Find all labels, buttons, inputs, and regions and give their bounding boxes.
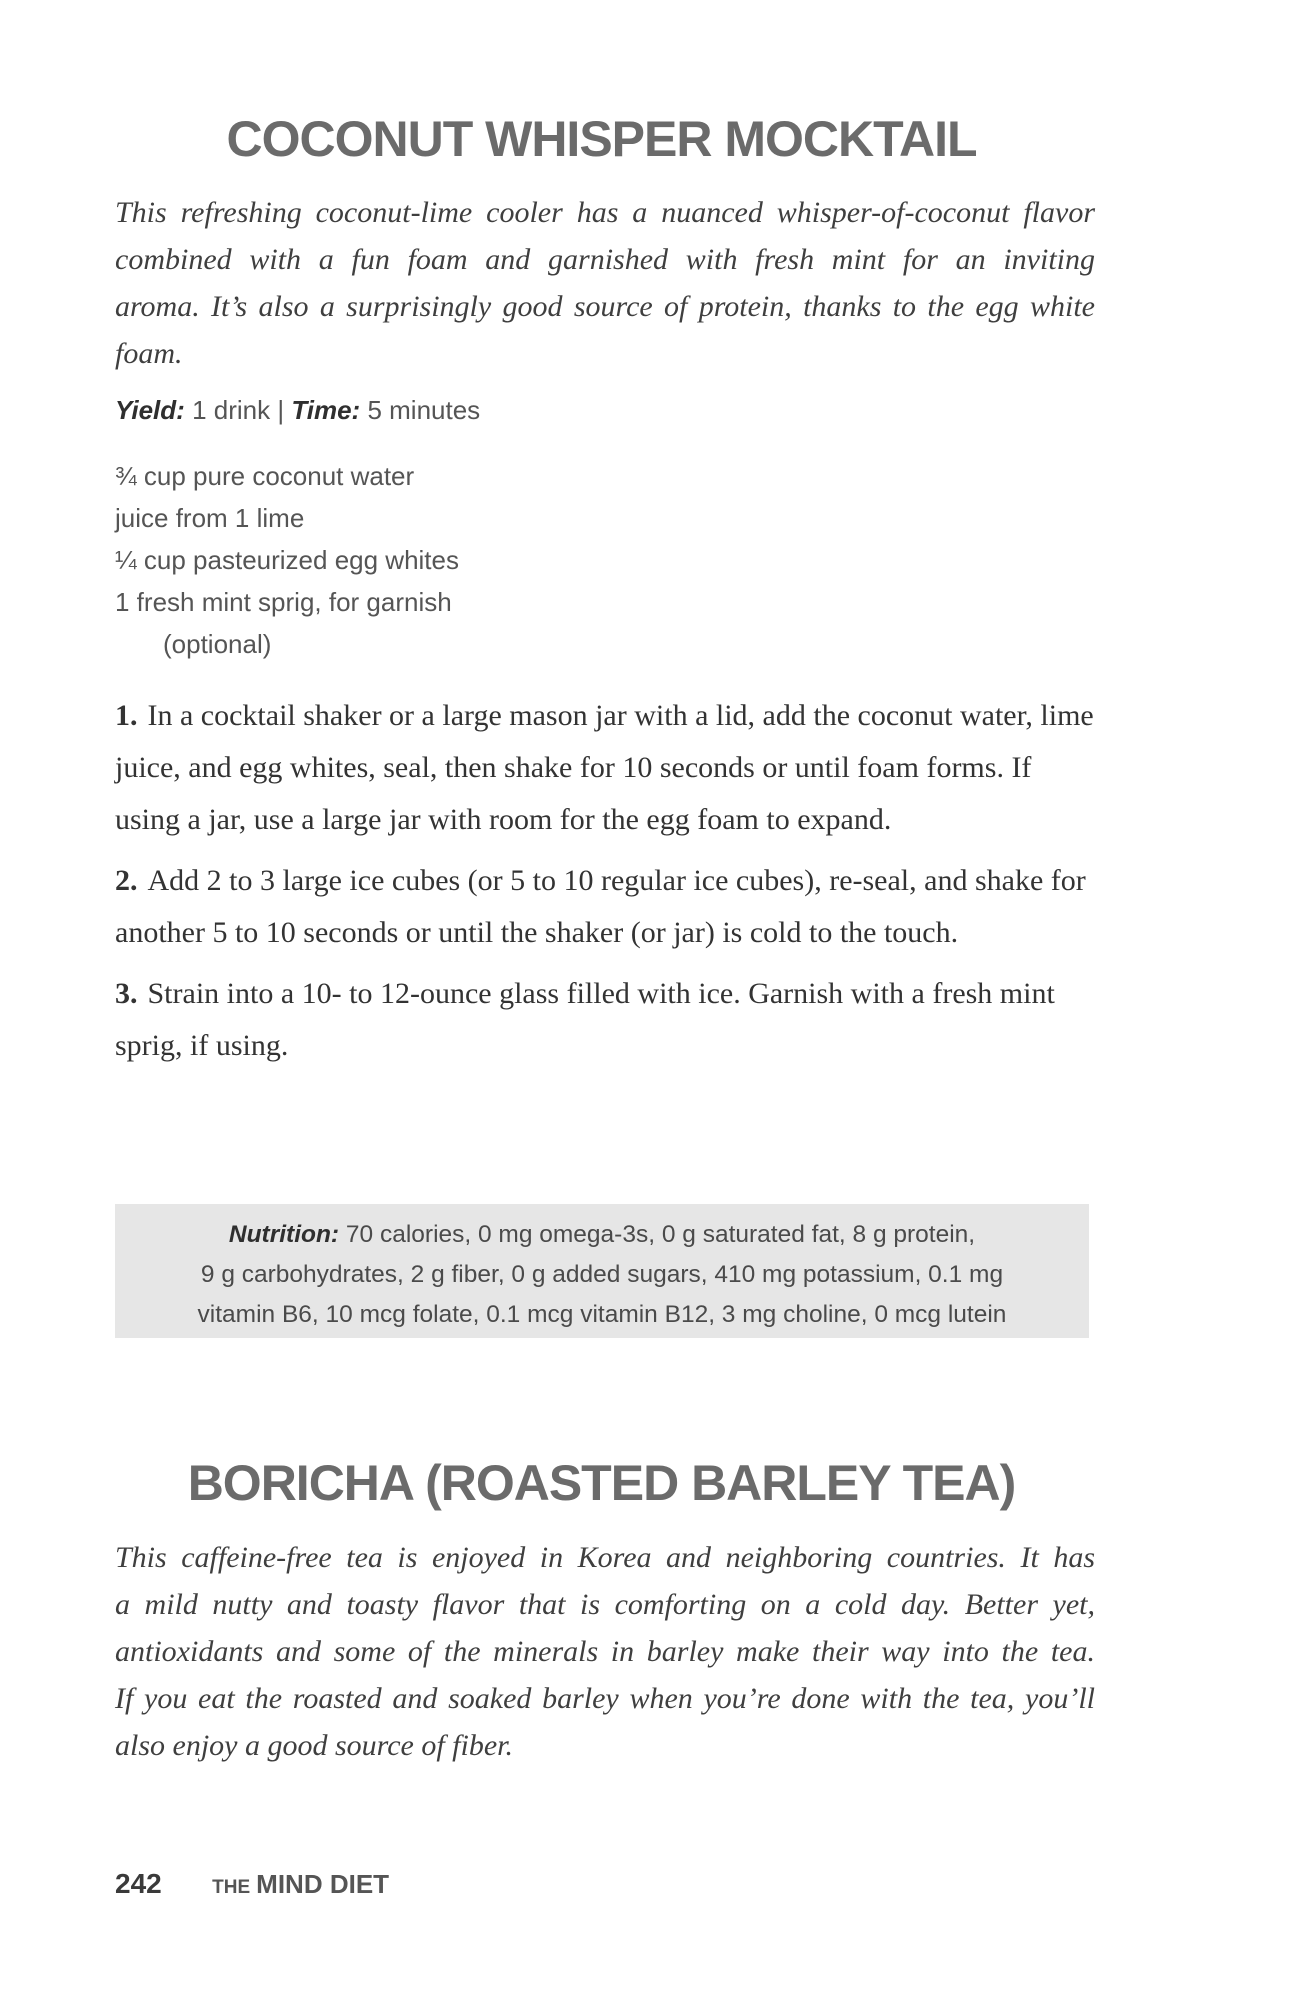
separator: |	[277, 395, 285, 425]
step-item	[115, 968, 1095, 1072]
intro-line: aroma. It’s also a surprisingly good source of protein, thanks to the egg white	[115, 290, 1095, 323]
nutrition-line: 9 g carbohydrates, 2 g fiber, 0 g added sugars, 410 mg potassium, 0.1 mg	[200, 1261, 1004, 1288]
intro-line: combined with a fun foam and garnished with fresh mint for an inviting	[115, 243, 1095, 276]
running-head	[212, 1869, 389, 1899]
step-list	[115, 690, 1095, 1081]
recipe-title: BORICHA (ROASTED BARLEY TEA)	[187, 1455, 1016, 1511]
intro-line: This refreshing coconut-lime cooler has a nuanced whisper-of-coconut flavor	[115, 196, 1095, 229]
ingredient-list	[115, 455, 459, 665]
step-number: 2.	[115, 864, 138, 897]
intro-line: antioxidants and some of the minerals in barley make their way into the tea.	[115, 1635, 1095, 1668]
yield-time-line	[115, 395, 480, 426]
step-text: Add 2 to 3 large ice cubes (or 5 to 10 regular ice cubes), re-seal, and shake for another 5 to 10 seconds or until the shaker (or jar) is cold to the touch.	[115, 864, 1086, 949]
time-label: Time:	[291, 395, 361, 425]
step-text: Strain into a 10- to 12-ounce glass filled with ice. Garnish with a fresh mint sprig, if using.	[115, 977, 1055, 1062]
recipe-intro	[115, 1534, 1095, 1769]
step-text: In a cocktail shaker or a large mason jar with a lid, add the coconut water, lime juice, and egg whites, seal, then shake for 10 seconds or until foam forms. If using a jar, use a large jar with room for the egg foam to expand.	[115, 699, 1094, 836]
nutrition-text: 70 calories, 0 mg omega-3s, 0 g saturated fat, 8 g protein,	[345, 1221, 976, 1248]
ingredient-item: juice from 1 lime	[115, 503, 305, 533]
nutrition-label: Nutrition:	[228, 1221, 340, 1248]
nutrition-line	[115, 1215, 1089, 1255]
intro-line: foam.	[115, 337, 183, 370]
nutrition-line: vitamin B6, 10 mcg folate, 0.1 mcg vitamin B12, 3 mg choline, 0 mcg lutein	[197, 1301, 1007, 1328]
running-title: MIND DIET	[256, 1869, 390, 1899]
running-prefix: THE	[212, 1877, 251, 1898]
time-value: 5 minutes	[367, 395, 481, 425]
nutrition-box	[115, 1204, 1089, 1338]
recipe-intro	[115, 189, 1095, 377]
ingredient-item: ¾ cup pure coconut water	[115, 461, 415, 491]
yield-label: Yield:	[115, 395, 185, 425]
ingredient-item: ¼ cup pasteurized egg whites	[115, 545, 459, 575]
intro-line: also enjoy a good source of fiber.	[115, 1729, 514, 1762]
step-number: 1.	[115, 699, 138, 732]
yield-value: 1 drink	[192, 395, 271, 425]
intro-line: This caffeine-free tea is enjoyed in Korea and neighboring countries. It has	[115, 1541, 1095, 1574]
page-footer	[115, 1868, 389, 1900]
intro-line: If you eat the roasted and soaked barley when you’re done with the tea, you’ll	[115, 1682, 1095, 1715]
step-number: 3.	[115, 977, 138, 1010]
step-item	[115, 690, 1095, 846]
page-number: 242	[115, 1868, 162, 1899]
intro-line: a mild nutty and toasty flavor that is comforting on a cold day. Better yet,	[115, 1588, 1095, 1621]
recipe-title: COCONUT WHISPER MOCKTAIL	[226, 111, 977, 167]
ingredient-item: 1 fresh mint sprig, for garnish	[115, 587, 452, 617]
ingredient-item: (optional)	[163, 629, 272, 659]
step-item	[115, 855, 1095, 959]
